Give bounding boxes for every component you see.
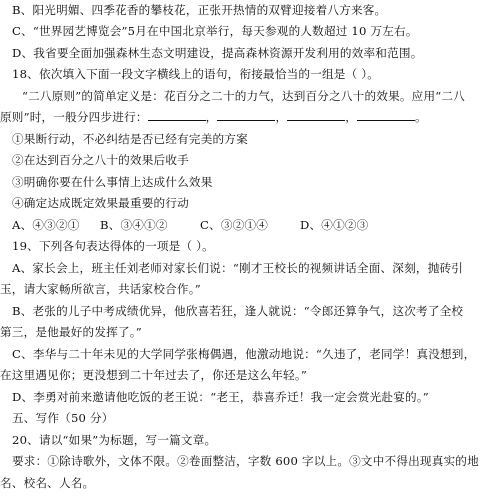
passage-line-1: “二八原则”的简单定义是：花百分之二十的力气，达到百分之八十的效果。应用“二八	[22, 88, 465, 103]
q19-option-c-line-2: 在这里遇见你；更没想到二十年过去了，你还是这么年轻。”	[0, 368, 307, 383]
blank-4	[357, 110, 415, 121]
step-4: ④确定达成既定效果最重要的行动	[12, 196, 189, 211]
option-d-sentence: D、我省要全面加强森林生态文明建设，提高森林资源开发利用的效率和范围。	[12, 45, 423, 60]
step-1: ①果断行动，不必纠结是否已经有完美的方案	[12, 131, 248, 146]
q19-option-d: D、李勇对前来邀请他吃饭的老王说：“老王，恭喜乔迁！我一定会赏光赴宴的。”	[12, 389, 429, 404]
passage-line-2: 原则”时，一般分四步进行： ， ， ， 。	[0, 110, 427, 125]
blank-3	[287, 110, 345, 121]
option-b: B、③④①②	[100, 217, 168, 232]
option-c-sentence: C、“世界园艺博览会”5月在中国北京举行，每天参观的人数超过 10 万左右。	[12, 24, 418, 39]
question-19-stem: 19、下列各句表达得体的一项是（ ）。	[12, 239, 214, 254]
option-d: D、④①②③	[300, 217, 369, 232]
q19-option-a-line-1: A、家长会上，班主任刘老师对家长们说：“刚才王校长的视频讲话全面、深刻，抛砖引	[12, 260, 464, 275]
option-c: C、③②①④	[200, 217, 269, 232]
q19-option-b-line-1: B、老张的儿子中考成绩优异，他欣喜若狂，逢人就说：“令郎还算争气，这次考了全校	[12, 303, 464, 318]
question-18-options	[0, 217, 480, 233]
blank-1	[148, 110, 206, 121]
option-b-sentence: B、阳光明媚、四季花香的攀枝花，正张开热情的双臂迎接着八方来客。	[12, 3, 387, 17]
option-a: A、④③②①	[12, 217, 80, 232]
section-five-heading: 五、写作（50 分）	[12, 411, 114, 426]
q19-option-b-line-2: 第三，是他最好的发挥了。”	[0, 325, 142, 340]
question-18-stem: 18、依次填入下面一段文字横线上的语句，衔接最恰当的一组是（ ）。	[12, 67, 380, 82]
q19-option-c-line-1: C、李华与二十年未见的大学同学张梅偶遇，他激动地说：“久违了，老同学！真没想到，	[12, 346, 476, 361]
question-20-stem: 20、请以“如果”为标题，写一篇文章。	[12, 432, 217, 447]
passage-line-2-end: 。	[415, 110, 427, 125]
step-2: ②在达到百分之八十的效果后收手	[12, 153, 189, 168]
q19-option-a-line-2: 玉，请大家畅所欲言，共话家校合作。”	[0, 282, 201, 297]
writing-requirements-line-2: 名、校名、人名。	[0, 475, 95, 490]
writing-requirements-line-1: 要求：①除诗歌外，文体不限。②卷面整洁，字数 600 字以上。③文中不得出现真实的地	[12, 454, 479, 469]
passage-line-2-text: 原则”时，一般分四步进行：	[0, 110, 148, 125]
step-3: ③明确你要在什么事情上达成什么效果	[12, 174, 213, 189]
blank-2	[217, 110, 275, 121]
